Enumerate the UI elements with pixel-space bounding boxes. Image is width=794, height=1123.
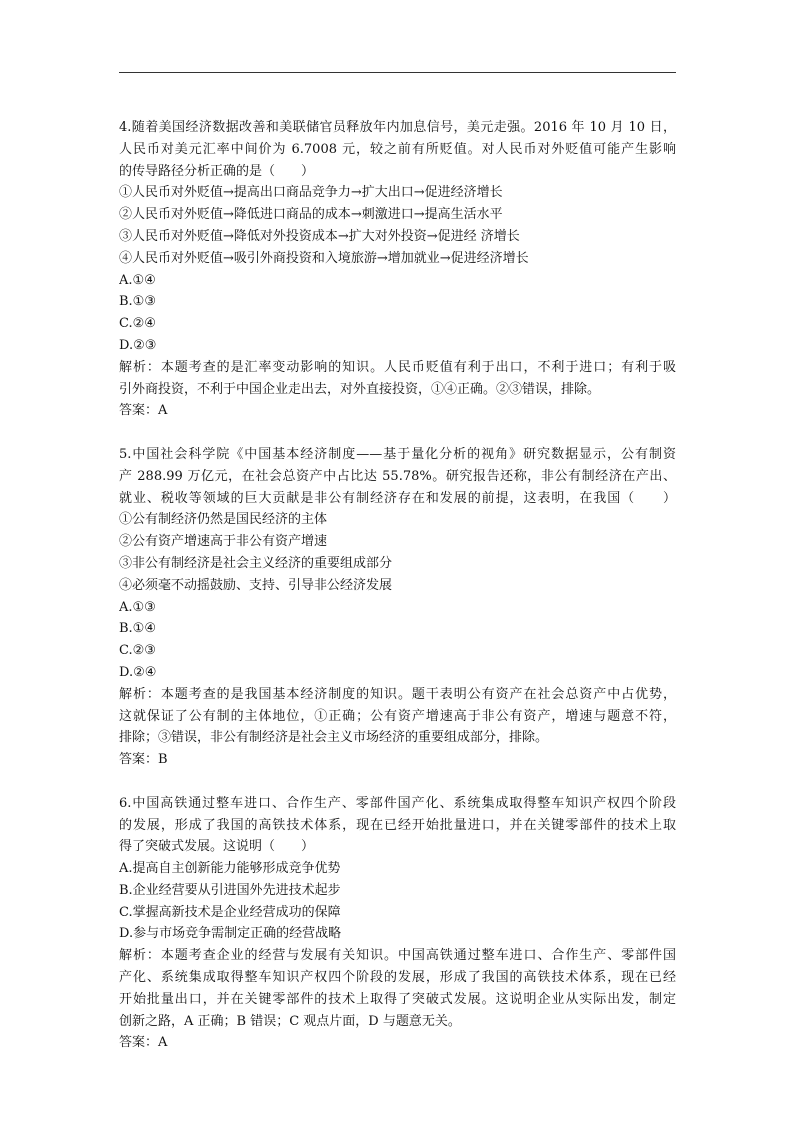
answer: 答案：B — [119, 752, 168, 768]
analysis-line: 解析：本题考查的是汇率变动影响的知识。人民币贬值有利于出口，不利于进口；有利于吸 — [119, 359, 676, 375]
option-d: D.②③ — [119, 337, 157, 353]
answer: 答案：A — [119, 1035, 168, 1051]
question-5 — [119, 444, 676, 771]
option-b: B.企业经营要从引进国外先进技术起步 — [119, 882, 341, 898]
statement: ④必须毫不动摇鼓励、支持、引导非公经济发展 — [119, 577, 393, 593]
statement: ③非公有制经济是社会主义经济的重要组成部分 — [119, 555, 393, 571]
statement: ②公有资产增速高于非公有资产增速 — [119, 534, 328, 550]
option-c: C.②③ — [119, 643, 156, 659]
question-stem-line: 4.随着美国经济数据改善和美联储官员释放年内加息信号，美元走强。2016 年 10 月 10 日， — [119, 120, 676, 135]
option-d: D.②④ — [119, 664, 157, 680]
option-d: D.参与市场竞争需制定正确的经营战略 — [119, 926, 342, 942]
statement: ③人民币对外贬值→降低对外投资成本→扩大对外投资→促进经 济增长 — [119, 228, 520, 244]
answer: 答案：A — [119, 403, 168, 419]
statement: ①人民币对外贬值→提高出口商品竞争力→扩大出口→促进经济增长 — [119, 185, 503, 201]
analysis-line: 引外商投资，不利于中国企业走出去，对外直接投资，①④正确。②③错误，排除。 — [119, 381, 601, 397]
question-stem-line: 5.中国社会科学院《中国基本经济制度——基于量化分析的视角》研究数据显示，公有制资 — [119, 446, 676, 462]
analysis-line: 这就保证了公有制的主体地位，①正确；公有资产增速高于非公有资产，增速与题意不符， — [119, 708, 676, 724]
option-a: A.①③ — [119, 599, 156, 615]
option-c: C.掌握高新技术是企业经营成功的保障 — [119, 904, 341, 920]
analysis-line: 排除；③错误，非公有制经济是社会主义市场经济的重要组成部分，排除。 — [119, 730, 549, 746]
option-a: A.①④ — [119, 272, 156, 288]
question-stem-line: 的传导路径分析正确的是（ ） — [119, 163, 315, 179]
option-b: B.①③ — [119, 294, 156, 310]
document-body — [119, 117, 676, 1076]
statement: ②人民币对外贬值→降低进口商品的成本→刺激进口→提高生活水平 — [119, 207, 503, 223]
analysis-line: 解析：本题考查的是我国基本经济制度的知识。题干表明公有资产在社会总资产中占优势， — [119, 686, 676, 702]
statement: ④人民币对外贬值→吸引外商投资和入境旅游→增加就业→促进经济增长 — [119, 250, 529, 266]
question-4 — [119, 117, 676, 422]
analysis-line: 创新之路，A 正确；B 错误；C 观点片面，D 与题意无关。 — [119, 1013, 461, 1029]
question-stem-line: 就业、税收等领域的巨大贡献是非公有制经济存在和发展的前提，这表明，在我国（ ） — [119, 490, 676, 506]
option-c: C.②④ — [119, 316, 156, 332]
question-stem-line: 的发展，形成了我国的高铁技术体系，现在已经开始批量进口，并在关键零部件的技术上取 — [119, 817, 676, 833]
question-6 — [119, 793, 676, 1055]
option-b: B.①④ — [119, 621, 156, 637]
header-rule — [119, 72, 676, 73]
option-a: A.提高自主创新能力能够形成竞争优势 — [119, 861, 341, 877]
analysis-line: 产化、系统集成取得整车知识产权四个阶段的发展，形成了我国的高铁技术体系，现在已经 — [119, 970, 676, 986]
analysis-line: 开始批量出口，并在关键零部件的技术上取得了突破式发展。这说明企业从实际出发，制定 — [119, 991, 676, 1007]
question-stem-line: 6.中国高铁通过整车进口、合作生产、零部件国产化、系统集成取得整车知识产权四个阶段 — [119, 795, 676, 811]
question-stem-line: 人民币对美元汇率中间价为 6.7008 元，较之前有所贬值。对人民币对外贬值可能产生影响 — [119, 141, 676, 157]
statement: ①公有制经济仍然是国民经济的主体 — [119, 512, 328, 528]
question-stem-line: 得了突破式发展。这说明（ ） — [119, 839, 315, 855]
analysis-line: 解析：本题考查企业的经营与发展有关知识。中国高铁通过整车进口、合作生产、零部件国 — [119, 948, 676, 964]
question-stem-line: 产 288.99 万亿元，在社会总资产中占比达 55.78%。研究报告还称，非公有制经济在产出、 — [119, 468, 676, 484]
